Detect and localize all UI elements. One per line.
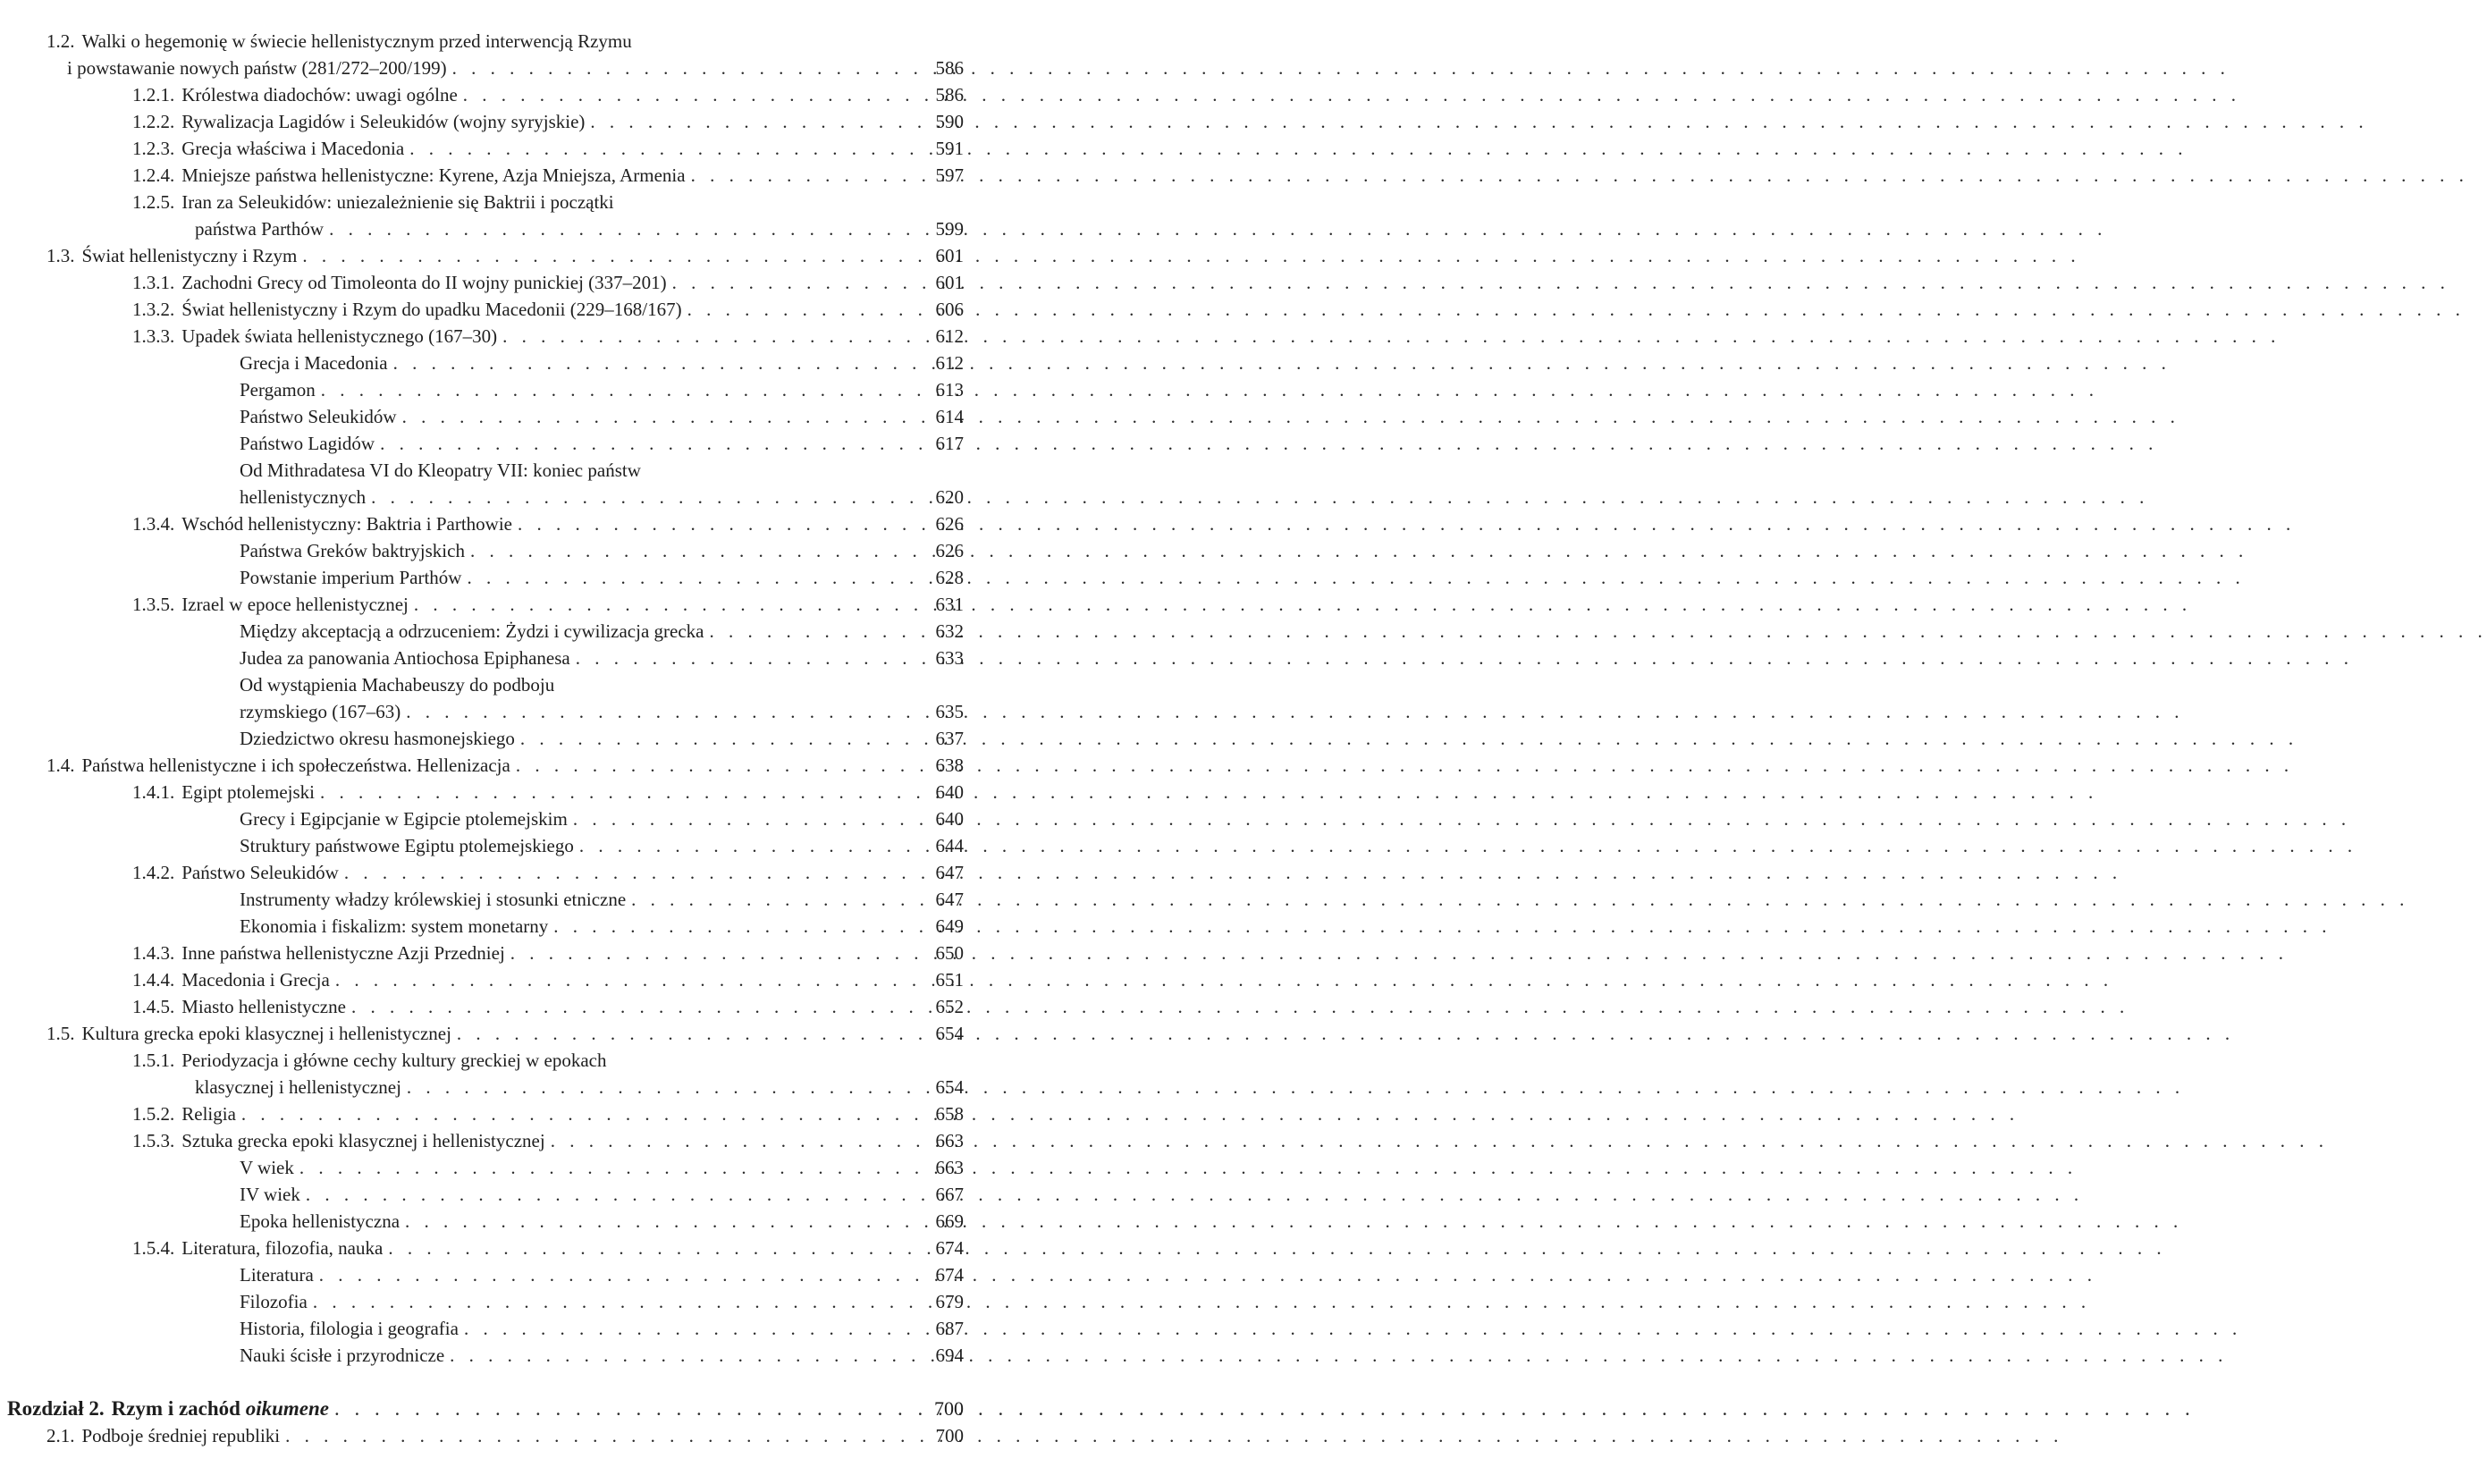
toc-entry-title xyxy=(181,780,315,804)
toc-entry xyxy=(0,884,974,911)
toc-page-number: 635 xyxy=(935,701,964,722)
toc-entry-title-text: Świat hellenistyczny i Rzym do upadku Macedonii (229–168/167) xyxy=(181,299,682,320)
toc-page-number: 590 xyxy=(935,111,964,132)
toc-page-number: 694 xyxy=(935,1345,964,1366)
toc-entry-title-text: Między akceptacją a odrzuceniem: Żydzi i cywilizacja grecka xyxy=(240,620,704,642)
dot-leader xyxy=(444,1344,2228,1367)
dot-leader xyxy=(626,888,2409,911)
toc-page-number: 614 xyxy=(935,406,964,427)
toc-page-number: 617 xyxy=(935,433,964,454)
toc-entry xyxy=(0,187,974,214)
toc-entry xyxy=(0,804,974,831)
dot-leader xyxy=(366,485,2149,509)
toc-page-number: 640 xyxy=(935,781,964,803)
toc-entry-title-text: Macedonia i Grecja xyxy=(181,969,330,991)
toc-entry-title-text: V wiek xyxy=(240,1157,294,1178)
toc-page-number: 631 xyxy=(935,594,964,615)
toc-page-number: 591 xyxy=(935,138,964,159)
toc-entry-number: 1.4.5. xyxy=(132,996,175,1017)
dot-leader xyxy=(505,941,2289,965)
toc-entry-title xyxy=(240,566,461,589)
toc-entry-title xyxy=(181,271,666,294)
toc-page-number: 700 xyxy=(935,1425,964,1446)
dot-leader xyxy=(465,539,2248,562)
toc-entry-title-text: Zachodni Grecy od Timoleonta do II wojny punickiej (337–201) xyxy=(181,272,667,293)
toc-entry-title-text: Egipt ptolemejski xyxy=(181,781,315,803)
toc-entry-title-text: Periodyzacja i główne cechy kultury greckiej w epokach xyxy=(181,1050,607,1071)
toc-page-number: 626 xyxy=(935,513,964,535)
dot-leader xyxy=(346,995,2129,1018)
toc-page-number: 663 xyxy=(935,1157,964,1178)
toc-entry xyxy=(0,321,974,348)
toc-entry xyxy=(0,1233,974,1260)
dot-leader xyxy=(316,378,2099,401)
toc-entry xyxy=(0,911,974,938)
toc-entry-title-text: Państwo Lagidów xyxy=(240,433,375,454)
toc-page-number: 647 xyxy=(935,889,964,910)
toc-entry xyxy=(0,1179,974,1206)
toc-entry xyxy=(0,267,974,294)
toc-entry-number: 1.5.4. xyxy=(132,1237,175,1259)
toc-entry-title-text: Filozofia xyxy=(240,1291,308,1312)
toc-entry-title-text: IV wiek xyxy=(240,1184,300,1205)
dot-leader xyxy=(404,137,2188,160)
toc-entry-title-text: Królestwa diadochów: uwagi ogólne xyxy=(181,84,458,105)
toc-entry xyxy=(0,857,974,884)
toc-entry-title xyxy=(240,351,388,375)
dot-leader xyxy=(294,1156,2078,1179)
dot-leader xyxy=(315,780,2098,804)
toc-page-number: 663 xyxy=(935,1130,964,1151)
toc-page-number: 606 xyxy=(935,299,964,320)
toc-entry-title xyxy=(240,888,626,911)
toc-page-number: 613 xyxy=(935,379,964,401)
toc-page-number: 620 xyxy=(935,486,964,508)
toc-page-number: 667 xyxy=(935,1184,964,1205)
toc-entry xyxy=(0,1313,974,1340)
toc-entry-title-text: Mniejsze państwa hellenistyczne: Kyrene, Azja Mniejsza, Armenia xyxy=(181,164,686,186)
toc-entry xyxy=(0,562,974,589)
toc-entry-title xyxy=(181,1129,544,1152)
toc-entry xyxy=(0,1072,974,1099)
toc-page-number: 601 xyxy=(935,245,964,266)
toc-entry-title xyxy=(240,1210,400,1233)
toc-entry-title-text: Od wystąpienia Machabeuszy do podboju xyxy=(240,674,555,696)
toc-page-number: 628 xyxy=(935,567,964,588)
toc-entry xyxy=(0,938,974,965)
toc-entry xyxy=(0,1152,974,1179)
toc-page-number: 612 xyxy=(935,325,964,347)
dot-leader xyxy=(297,244,2080,267)
toc-entry xyxy=(0,1018,974,1045)
toc-entry-title-text: Grecja i Macedonia xyxy=(240,352,388,374)
dot-leader xyxy=(548,915,2331,938)
toc-entry-number: 1.2. xyxy=(46,30,75,52)
toc-entry xyxy=(0,1045,974,1072)
toc-entry xyxy=(0,616,974,643)
toc-entry-number: 1.4.3. xyxy=(132,942,175,964)
toc-entry-title xyxy=(181,995,346,1018)
toc-entry-title xyxy=(82,1424,281,1447)
dot-leader xyxy=(300,1183,2084,1206)
toc-entry-number: 1.4.1. xyxy=(132,781,175,803)
toc-entry-title-text: Świat hellenistyczny i Rzym xyxy=(81,245,298,266)
toc-entry-title xyxy=(181,1236,383,1260)
toc-entry xyxy=(0,455,974,482)
dot-leader xyxy=(510,754,2294,777)
toc-entry-number: 1.3.4. xyxy=(132,513,175,535)
toc-entry-title-text: Miasto hellenistyczne xyxy=(181,996,346,1017)
toc-entry-title-text: Inne państwa hellenistyczne Azji Przedniej xyxy=(181,942,505,964)
toc-entry-title-text: Literatura, filozofia, nauka xyxy=(181,1237,384,1259)
toc-entry-title-text: Wschód hellenistyczny: Baktria i Parthowie xyxy=(181,513,512,535)
toc-entry xyxy=(0,1286,974,1313)
toc-entry-title xyxy=(181,861,339,884)
toc-entry-title xyxy=(240,1156,294,1179)
toc-entry-title-text: Izrael w epoce hellenistycznej xyxy=(181,594,409,615)
toc-entry-title xyxy=(181,968,330,991)
toc-entry-title xyxy=(240,915,548,938)
toc-page-number: 649 xyxy=(935,915,964,937)
toc-entry-title xyxy=(240,1317,459,1340)
dot-leader xyxy=(400,1210,2183,1233)
toc-page-number: 652 xyxy=(935,996,964,1017)
toc-entry-title-text: Państwa hellenistyczne i ich społeczeństwa. Hellenizacja xyxy=(81,755,510,776)
toc-entry-number: 1.2.4. xyxy=(132,164,175,186)
toc-page-number: 647 xyxy=(935,862,964,883)
toc-entry xyxy=(0,750,974,777)
toc-entry-title xyxy=(195,1075,401,1099)
toc-entry-title xyxy=(181,164,685,187)
toc-page-number: 601 xyxy=(935,272,964,293)
toc-entry-title xyxy=(240,378,316,401)
toc-entry-title-text: Struktury państwowe Egiptu ptolemejskiego xyxy=(240,835,574,856)
toc-entry-title-text: Nauki ścisłe i przyrodnicze xyxy=(240,1345,445,1366)
toc-entry-title xyxy=(67,56,447,80)
toc-entry-title-text: Literatura xyxy=(240,1264,314,1286)
toc-entry-title xyxy=(240,459,641,482)
toc-page-number: 586 xyxy=(935,84,964,105)
toc-entry-title-text: Sztuka grecka epoki klasycznej i hellenistycznej xyxy=(181,1130,545,1151)
toc-entry xyxy=(0,348,974,375)
toc-entry-number: 1.5.1. xyxy=(132,1050,175,1071)
toc-entry-title xyxy=(240,700,400,723)
dot-leader xyxy=(447,56,2230,80)
toc-page-number: 632 xyxy=(935,620,964,642)
dot-leader xyxy=(459,1317,2242,1340)
toc-entry-title xyxy=(240,646,570,670)
dot-leader xyxy=(409,593,2192,616)
toc-entry xyxy=(0,482,974,509)
toc-page-number: 638 xyxy=(935,755,964,776)
dot-leader xyxy=(585,110,2368,133)
toc-entry-title-text: Grecja właściwa i Macedonia xyxy=(181,138,405,159)
dot-leader xyxy=(383,1236,2166,1260)
dot-leader xyxy=(388,351,2171,375)
toc-entry-title xyxy=(181,941,505,965)
toc-entry xyxy=(0,133,974,160)
toc-entry xyxy=(0,294,974,321)
toc-entry-title xyxy=(240,432,375,455)
toc-page-number: 700 xyxy=(934,1397,964,1420)
toc-entry xyxy=(0,1340,974,1367)
toc-entry-title-text: Powstanie imperium Parthów xyxy=(240,567,462,588)
toc-entry-title-text: Walki o hegemonię w świecie hellenistycznym przed interwencją Rzymu xyxy=(81,30,632,52)
toc-entry xyxy=(0,991,974,1018)
toc-entry-title xyxy=(181,1102,236,1126)
toc-entry-number: 2.1. xyxy=(46,1425,75,1446)
toc-entry-number: 1.3.5. xyxy=(132,594,175,615)
dot-leader xyxy=(330,968,2113,991)
toc-page-number: 654 xyxy=(935,1076,964,1098)
toc-entry-title-text: Ekonomia i fiskalizm: system monetarny xyxy=(240,915,549,937)
toc-entry-title-text: Podboje średniej republiki xyxy=(81,1425,281,1446)
toc-entry-number: 1.4.2. xyxy=(132,862,175,883)
toc-entry-title-text: Od Mithradatesa VI do Kleopatry VII: koniec państw xyxy=(240,460,641,481)
dot-leader xyxy=(236,1102,2019,1126)
toc-entry-title xyxy=(82,754,510,777)
toc-entry xyxy=(0,1421,974,1447)
toc-entry-title-text: Dziedzictwo okresu hasmonejskiego xyxy=(240,728,515,749)
toc-entry xyxy=(0,831,974,857)
toc-entry-title-text: Historia, filologia i geografia xyxy=(240,1318,459,1339)
toc-page-number: 669 xyxy=(935,1210,964,1232)
toc-entry xyxy=(0,670,974,696)
toc-entry xyxy=(0,214,974,240)
toc-entry xyxy=(0,106,974,133)
toc-entry-title-text: Rywalizacja Lagidów i Seleukidów (wojny syryjskie) xyxy=(181,111,586,132)
toc-entry-number: 1.5.3. xyxy=(132,1130,175,1151)
toc-page-number: 644 xyxy=(935,835,964,856)
toc-page-number: 586 xyxy=(935,57,964,79)
toc-entry-title-text: państwa Parthów xyxy=(195,218,325,240)
toc-entry-number: 1.3.1. xyxy=(132,272,175,293)
toc-page-number: 654 xyxy=(935,1023,964,1044)
dot-leader xyxy=(401,1075,2185,1099)
dot-leader xyxy=(568,807,2351,831)
toc-page-number: 597 xyxy=(935,164,964,186)
toc-entry-title-text: Upadek świata hellenistycznego (167–30) xyxy=(181,325,498,347)
toc-entry xyxy=(0,375,974,401)
toc-entry xyxy=(0,777,974,804)
toc-entry-title xyxy=(181,110,585,133)
toc-entry xyxy=(0,1126,974,1152)
toc-entry-title xyxy=(112,1397,329,1421)
toc-page-number: 612 xyxy=(935,352,964,374)
toc-entry-title xyxy=(181,83,458,106)
toc-entry-title-text: Państwo Seleukidów xyxy=(181,862,339,883)
toc-entry-title xyxy=(240,620,704,643)
toc-entry xyxy=(0,965,974,991)
toc-entry-title xyxy=(82,1022,451,1045)
toc-entry-number: 1.2.3. xyxy=(132,138,175,159)
dot-leader xyxy=(400,700,2184,723)
toc-page-number: 679 xyxy=(935,1291,964,1312)
toc-entry-title-text: Kultura grecka epoki klasycznej i hellenistycznej xyxy=(81,1023,451,1044)
toc-entry xyxy=(0,696,974,723)
toc-entry-number: 1.3.3. xyxy=(132,325,175,347)
toc-entry xyxy=(0,1206,974,1233)
toc-entry-number: 1.2.1. xyxy=(132,84,175,105)
dot-leader xyxy=(497,325,2280,348)
toc-page-number: 633 xyxy=(935,647,964,669)
toc-entry-title xyxy=(240,727,515,750)
toc-entry-title-text: Religia xyxy=(181,1103,236,1125)
toc-entry xyxy=(0,240,974,267)
toc-page-number: 637 xyxy=(935,728,964,749)
toc-entry-number: 1.4. xyxy=(46,755,75,776)
toc-page-number: 626 xyxy=(935,540,964,561)
dot-leader xyxy=(324,217,2107,240)
dot-leader xyxy=(704,620,2487,643)
toc-page-number: 658 xyxy=(935,1103,964,1125)
dot-leader xyxy=(545,1129,2329,1152)
toc-entry xyxy=(0,80,974,106)
toc-entry-number: 1.5. xyxy=(46,1023,75,1044)
toc-entry-title xyxy=(181,1049,606,1072)
toc-entry-title-text: rzymskiego (167–63) xyxy=(240,701,401,722)
dot-leader xyxy=(451,1022,2235,1045)
toc-entry-title xyxy=(181,298,681,321)
toc-entry-number: 1.3.2. xyxy=(132,299,175,320)
toc-entry xyxy=(0,160,974,187)
dot-leader xyxy=(375,432,2158,455)
toc-page-number: 674 xyxy=(935,1237,964,1259)
toc-entry xyxy=(0,643,974,670)
toc-entry-title xyxy=(181,325,497,348)
toc-entry-title-text: Epoka hellenistyczna xyxy=(240,1210,400,1232)
dot-leader xyxy=(515,727,2298,750)
dot-leader xyxy=(461,566,2245,589)
toc-page-number: 599 xyxy=(935,218,964,240)
dot-leader xyxy=(339,861,2122,884)
toc-entry-title xyxy=(181,512,512,535)
toc-entry-title xyxy=(240,1263,314,1286)
toc-entry-title-text: i powstawanie nowych państw (281/272–200/199) xyxy=(67,57,447,79)
toc-entry xyxy=(0,428,974,455)
toc-entry-title xyxy=(240,539,465,562)
toc-entry-number: 1.5.2. xyxy=(132,1103,175,1125)
dot-leader xyxy=(570,646,2354,670)
toc-chapter-entry xyxy=(0,1394,974,1421)
dot-leader xyxy=(280,1424,2063,1447)
toc-entry-title xyxy=(240,405,397,428)
toc-entry-number: 1.4.4. xyxy=(132,969,175,991)
toc-entry-title-text: Rzym i zachód xyxy=(111,1397,240,1420)
toc-entry xyxy=(0,535,974,562)
toc-entry-title xyxy=(181,137,404,160)
toc-entry xyxy=(0,509,974,535)
toc-entry-title xyxy=(82,244,298,267)
toc-page-number: 674 xyxy=(935,1264,964,1286)
toc-entry-title-text: klasycznej i hellenistycznej xyxy=(195,1076,401,1098)
dot-leader xyxy=(458,83,2241,106)
toc-entry-title xyxy=(181,593,409,616)
toc-entry-title-text: Pergamon xyxy=(240,379,316,401)
toc-entry-number: 1.3. xyxy=(46,245,75,266)
toc-entry-title xyxy=(240,834,574,857)
toc-entry-title-text: Iran za Seleukidów: uniezależnienie się Baktrii i początki xyxy=(181,191,614,213)
toc-page-number: 650 xyxy=(935,942,964,964)
dot-leader xyxy=(314,1263,2097,1286)
toc-entry-title xyxy=(240,807,568,831)
toc-entry xyxy=(0,723,974,750)
toc-entry-title xyxy=(181,190,613,214)
toc-entry-number: Rozdział 2. xyxy=(7,1397,105,1420)
toc-entry-number: 1.2.2. xyxy=(132,111,175,132)
toc-entry xyxy=(0,401,974,428)
dot-leader xyxy=(397,405,2180,428)
toc-entry-title xyxy=(82,30,632,53)
toc-entry xyxy=(0,1260,974,1286)
toc-page-number: 651 xyxy=(935,969,964,991)
toc-entry-title xyxy=(240,1344,444,1367)
table-of-contents xyxy=(0,0,974,1484)
toc-page-number: 687 xyxy=(935,1318,964,1339)
toc-entry-title-text: Instrumenty władzy królewskiej i stosunki etniczne xyxy=(240,889,627,910)
toc-entry xyxy=(0,589,974,616)
toc-entry-title-text: hellenistycznych xyxy=(240,486,367,508)
toc-entry-title-text: Państwo Seleukidów xyxy=(240,406,397,427)
toc-entry-title xyxy=(240,1183,300,1206)
toc-entry xyxy=(0,53,974,80)
toc-entry-title xyxy=(240,673,554,696)
toc-entry-title-italic: oikumene xyxy=(245,1397,330,1420)
toc-entry-title xyxy=(240,485,366,509)
toc-entry-title-text: Grecy i Egipcjanie w Egipcie ptolemejskim xyxy=(240,808,568,830)
dot-leader xyxy=(329,1397,2195,1421)
toc-entry-number: 1.2.5. xyxy=(132,191,175,213)
toc-entry-title-text: Państwa Greków baktryjskich xyxy=(240,540,465,561)
toc-entry-title xyxy=(195,217,324,240)
toc-entry-title-text: Judea za panowania Antiochosa Epiphanesa xyxy=(240,647,570,669)
dot-leader xyxy=(308,1290,2091,1313)
dot-leader xyxy=(574,834,2357,857)
toc-page-number: 640 xyxy=(935,808,964,830)
toc-entry xyxy=(0,26,974,53)
dot-leader xyxy=(512,512,2296,535)
toc-entry-title xyxy=(240,1290,308,1313)
toc-entry xyxy=(0,1099,974,1126)
